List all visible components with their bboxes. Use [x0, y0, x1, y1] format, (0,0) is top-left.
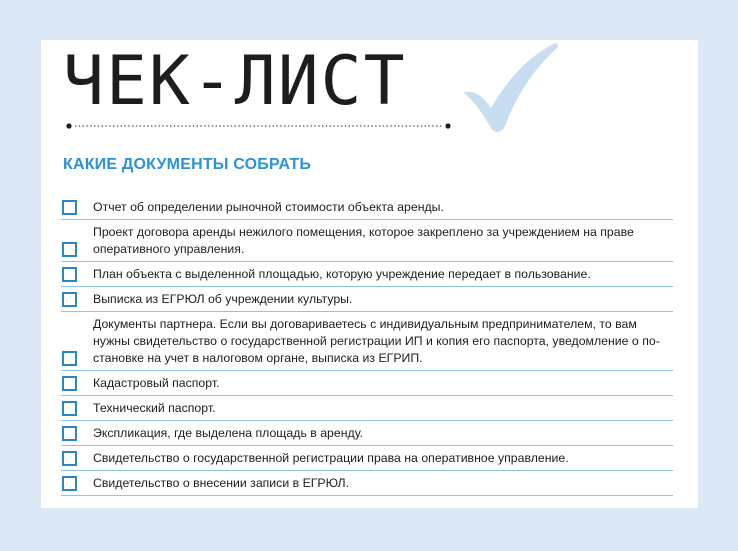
title-dotted-rule [66, 123, 451, 129]
checklist-item-text [93, 375, 220, 392]
checklist-item-line: Отчет об определении рыночной стоимости объекта аренды. [93, 200, 444, 214]
checklist-item [61, 220, 673, 262]
checklist-item-line: Технический паспорт. [93, 401, 216, 415]
checklist-item-line: Свидетельство о государственной регистрации права на оперативное управление. [93, 451, 569, 465]
checklist-item-text [93, 316, 660, 367]
checkbox-icon[interactable] [62, 292, 77, 307]
checklist-item [61, 471, 673, 496]
checklist-item [61, 312, 673, 371]
checklist-item [61, 287, 673, 312]
checkbox-icon[interactable] [62, 451, 77, 466]
checkbox-icon[interactable] [62, 242, 77, 257]
checklist-item [61, 195, 673, 220]
checklist-item-text [93, 425, 363, 442]
checklist-item-line: Свидетельство о внесении записи в ЕГРЮЛ. [93, 476, 349, 490]
checklist-item-text [93, 266, 591, 283]
checklist-item [61, 396, 673, 421]
checkbox-icon[interactable] [62, 476, 77, 491]
checkbox-icon[interactable] [62, 200, 77, 215]
checklist-item-line: Экспликация, где выделена площадь в аренду. [93, 426, 364, 440]
checkbox-icon[interactable] [62, 351, 77, 366]
checkbox-icon[interactable] [62, 426, 77, 441]
checklist-item-line: Кадастровый паспорт. [93, 376, 220, 390]
checklist-item-line: становке на учет в налоговом органе, выписка из ЕГРИП. [93, 351, 423, 365]
checklist-item-text [93, 475, 349, 492]
checklist-item-line: Документы партнера. Если вы договариваетесь с индивидуальным предпринимателем, то вам [93, 317, 637, 331]
checklist [61, 195, 673, 496]
checklist-item-line: нужны свидетельство о государственной регистрации ИП и копия его паспорта, уведомление о по- [93, 334, 660, 348]
section-heading: КАКИЕ ДОКУМЕНТЫ СОБРАТЬ [63, 156, 312, 173]
page-title: ЧЕК-ЛИСТ [63, 42, 407, 121]
checkmark-icon [461, 42, 561, 134]
checklist-item-line: План объекта с выделенной площадью, которую учреждение передает в пользование. [93, 267, 591, 281]
checkbox-icon[interactable] [62, 401, 77, 416]
checklist-item [61, 421, 673, 446]
checkbox-icon[interactable] [62, 376, 77, 391]
checklist-item-text [93, 224, 634, 258]
checklist-item [61, 446, 673, 471]
checklist-item [61, 371, 673, 396]
checklist-item-line: Проект договора аренды нежилого помещения, которое закреплено за учреждением на праве [93, 225, 634, 239]
checklist-item-line: Выписка из ЕГРЮЛ об учреждении культуры. [93, 292, 353, 306]
checklist-item-line: оперативного управления. [93, 242, 245, 256]
checkbox-icon[interactable] [62, 267, 77, 282]
checklist-item-text [93, 450, 569, 467]
checklist-item-text [93, 400, 216, 417]
checklist-card [41, 40, 698, 508]
checklist-item-text [93, 199, 444, 216]
checklist-item [61, 262, 673, 287]
checklist-item-text [93, 291, 352, 308]
